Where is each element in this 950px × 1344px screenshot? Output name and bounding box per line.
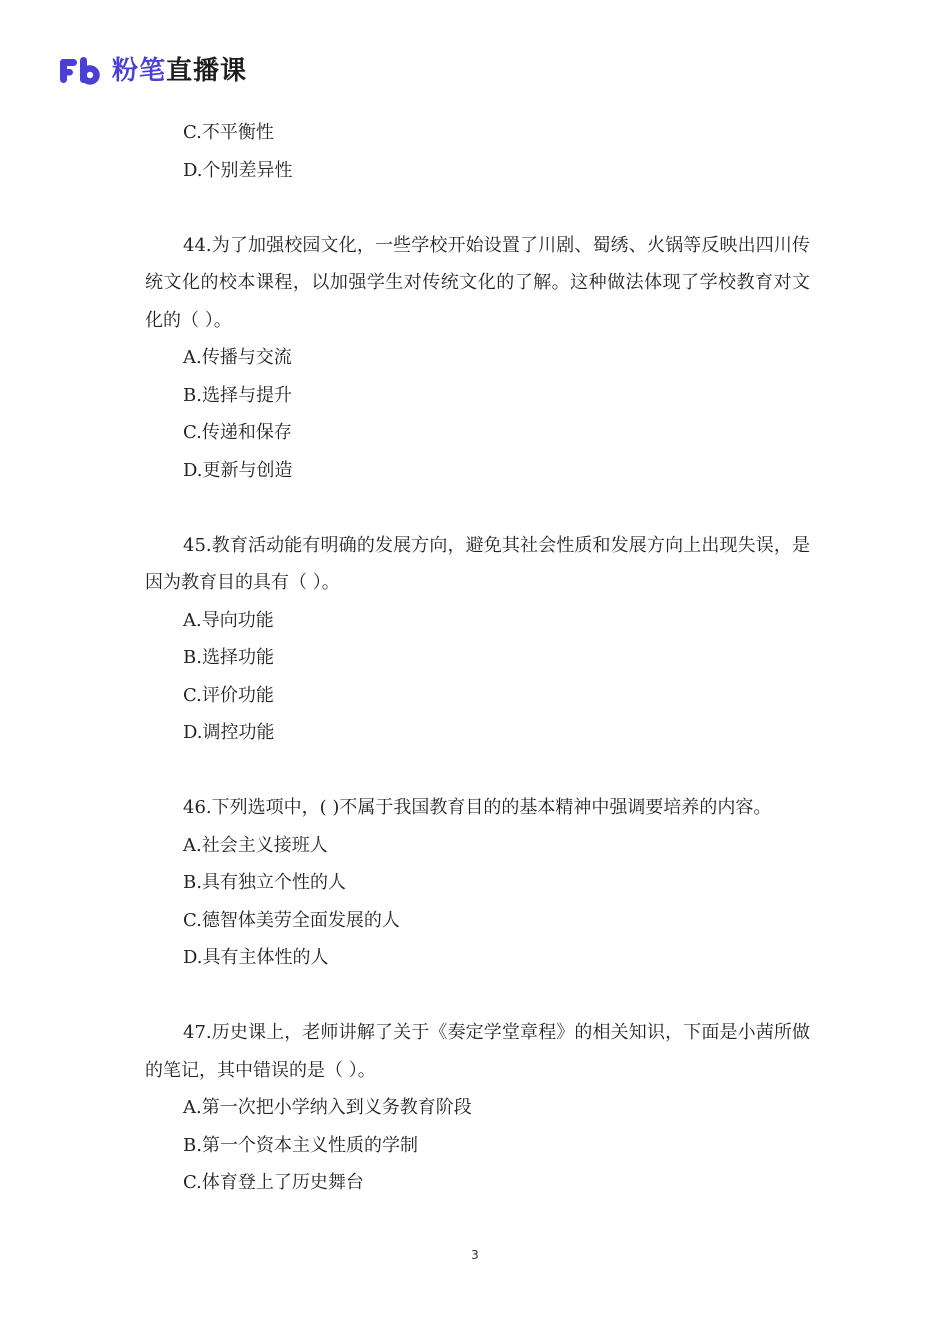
question-46-option-a: A.社会主义接班人 [183, 834, 328, 856]
question-47-option-c: C.体育登上了历史舞台 [183, 1172, 364, 1193]
brand-name [112, 58, 247, 84]
question-46-option-c: C.德智体美劳全面发展的人 [183, 909, 400, 931]
question-44-stem: 44.为了加强校园文化，一些学校开始设置了川剧、蜀绣、火锅等反映出四川传统文化的校本课程，以加强学生对传统文化的了解。这种做法体现了学校教育对文化的（ ）。 [145, 234, 810, 331]
question-45-option-b: B.选择功能 [183, 647, 274, 668]
question-46-option-b: B.具有独立个性的人 [183, 872, 346, 893]
question-46-option-d: D.具有主体性的人 [183, 947, 329, 968]
question-44-option-d: D.更新与创造 [183, 459, 293, 481]
document-body [145, 114, 810, 1202]
question-45-option-d: D.调控功能 [183, 722, 275, 743]
question-44-option-a: A.传播与交流 [183, 347, 292, 368]
question-44-option-b: B.选择与提升 [183, 384, 292, 406]
question-45-option-a: A.导向功能 [183, 609, 274, 631]
question-46-stem: 46.下列选项中，( )不属于我国教育目的的基本精神中强调要培养的内容。 [183, 797, 772, 818]
brand-logo [58, 56, 247, 86]
question-47-stem: 47.历史课上，老师讲解了关于《奏定学堂章程》的相关知识，下面是小茜所做的笔记，其中错误的是（ ）。 [145, 1022, 810, 1081]
option-prev-c: C.不平衡性 [183, 122, 274, 143]
question-44-option-c: C.传递和保存 [183, 422, 292, 443]
fb-logo-icon [58, 56, 100, 86]
brand-name-part1: 粉笔 [112, 56, 167, 86]
page-number: 3 [471, 1248, 479, 1262]
question-47-option-b: B.第一个资本主义性质的学制 [183, 1134, 418, 1156]
option-prev-d: D.个别差异性 [183, 159, 293, 181]
question-45-option-c: C.评价功能 [183, 684, 274, 706]
brand-name-part2: 直播课 [166, 56, 248, 86]
question-47-option-a: A.第一次把小学纳入到义务教育阶段 [183, 1097, 472, 1118]
question-45-stem: 45.教育活动能有明确的发展方向，避免其社会性质和发展方向上出现失误，是因为教育目的具有（ ）。 [145, 534, 810, 593]
